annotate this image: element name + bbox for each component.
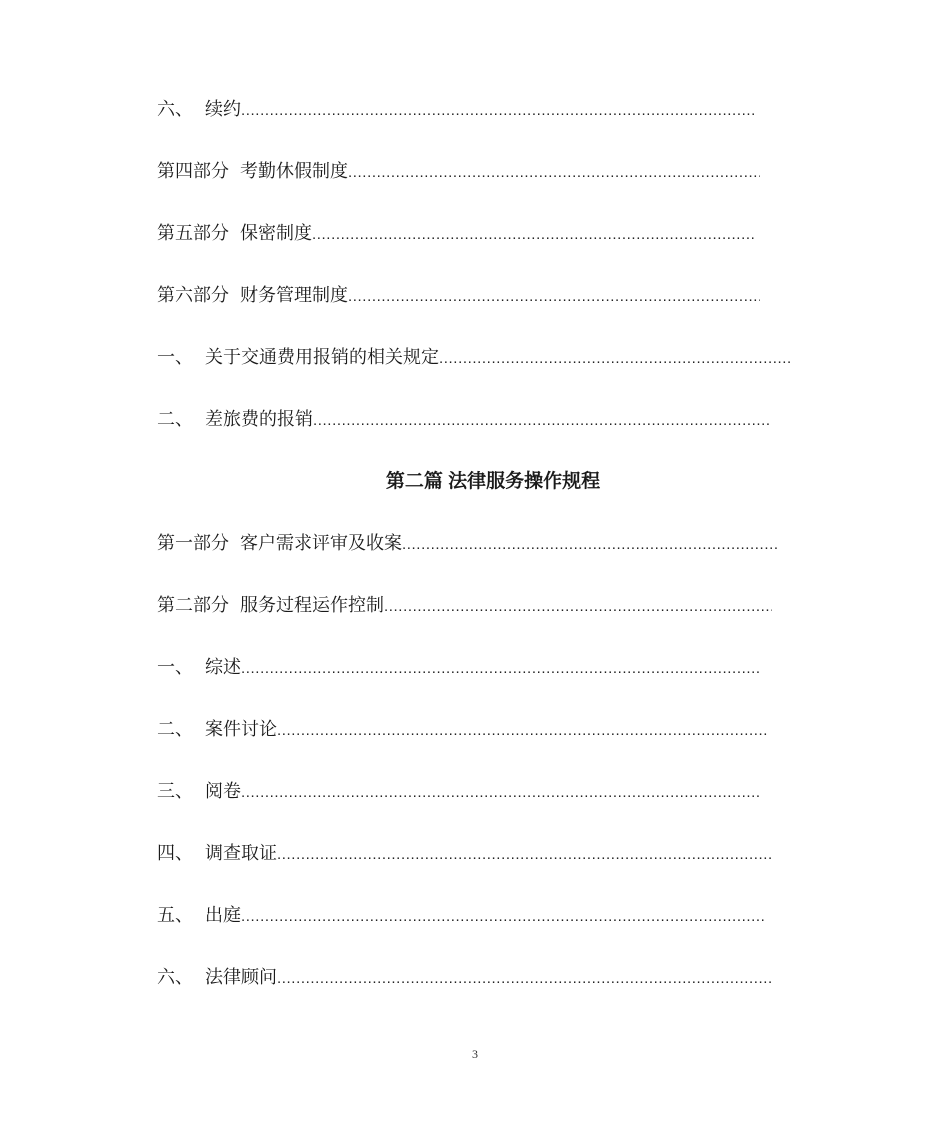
toc-entry-renewal[interactable] bbox=[157, 97, 756, 121]
toc-entry-title: 差旅费的报销 bbox=[205, 409, 313, 429]
toc-entry-attendance-leave[interactable] bbox=[157, 159, 760, 183]
toc-entry-number: 五、 bbox=[157, 905, 193, 925]
toc-entry-title: 综述 bbox=[205, 657, 241, 677]
toc-entry-title: 阅卷 bbox=[205, 781, 241, 801]
toc-entry-overview[interactable] bbox=[157, 655, 761, 679]
toc-entry-service-process[interactable] bbox=[157, 593, 772, 617]
dot-leader bbox=[277, 721, 768, 741]
toc-entry-travel-expense[interactable] bbox=[157, 407, 770, 431]
toc-entry-title: 续约 bbox=[205, 99, 241, 119]
dot-leader bbox=[241, 101, 756, 121]
dot-leader bbox=[241, 907, 765, 927]
toc-entry-title: 服务过程运作控制 bbox=[240, 595, 384, 615]
toc-entry-number: 第二部分 bbox=[157, 595, 229, 615]
toc-entry-number: 二、 bbox=[157, 409, 193, 429]
toc-entry-finance[interactable] bbox=[157, 283, 760, 307]
page-number: 3 bbox=[472, 1047, 478, 1061]
toc-entry-case-discussion[interactable] bbox=[157, 717, 768, 741]
toc-entry-transport-expense[interactable] bbox=[157, 345, 792, 369]
section-heading: 第二篇 法律服务操作规程 bbox=[385, 471, 601, 492]
dot-leader bbox=[402, 535, 780, 555]
toc-entry-number: 第六部分 bbox=[157, 285, 229, 305]
toc-entry-title: 案件讨论 bbox=[205, 719, 277, 739]
dot-leader bbox=[241, 783, 761, 803]
toc-entry-number: 一、 bbox=[157, 347, 193, 367]
dot-leader bbox=[277, 969, 772, 989]
toc-entry-title: 调查取证 bbox=[205, 843, 277, 863]
toc-entry-title: 保密制度 bbox=[240, 223, 312, 243]
toc-entry-court-appearance[interactable] bbox=[157, 903, 765, 927]
dot-leader bbox=[277, 845, 772, 865]
toc-entry-number: 六、 bbox=[157, 967, 193, 987]
toc-entry-title: 法律顾问 bbox=[205, 967, 277, 987]
toc-entry-number: 三、 bbox=[157, 781, 193, 801]
toc-entry-number: 六、 bbox=[157, 99, 193, 119]
toc-entry-investigation[interactable] bbox=[157, 841, 772, 865]
toc-entry-confidentiality[interactable] bbox=[157, 221, 754, 245]
toc-entry-number: 一、 bbox=[157, 657, 193, 677]
toc-entry-number: 二、 bbox=[157, 719, 193, 739]
dot-leader bbox=[439, 349, 792, 369]
toc-entry-legal-counsel[interactable] bbox=[157, 965, 772, 989]
dot-leader bbox=[312, 225, 754, 245]
toc-entry-title: 财务管理制度 bbox=[240, 285, 348, 305]
dot-leader bbox=[348, 163, 760, 183]
toc-entry-title: 出庭 bbox=[205, 905, 241, 925]
dot-leader bbox=[313, 411, 770, 431]
toc-entry-file-review[interactable] bbox=[157, 779, 761, 803]
toc-entry-title: 考勤休假制度 bbox=[240, 161, 348, 181]
toc-entry-number: 第五部分 bbox=[157, 223, 229, 243]
toc-entry-number: 第一部分 bbox=[157, 533, 229, 553]
toc-entry-title: 关于交通费用报销的相关规定 bbox=[205, 347, 439, 367]
dot-leader bbox=[348, 287, 760, 307]
toc-entry-client-review[interactable] bbox=[157, 531, 780, 555]
toc-entry-title: 客户需求评审及收案 bbox=[240, 533, 402, 553]
dot-leader bbox=[241, 659, 761, 679]
toc-entry-number: 四、 bbox=[157, 843, 193, 863]
dot-leader bbox=[384, 597, 772, 617]
toc-entry-number: 第四部分 bbox=[157, 161, 229, 181]
